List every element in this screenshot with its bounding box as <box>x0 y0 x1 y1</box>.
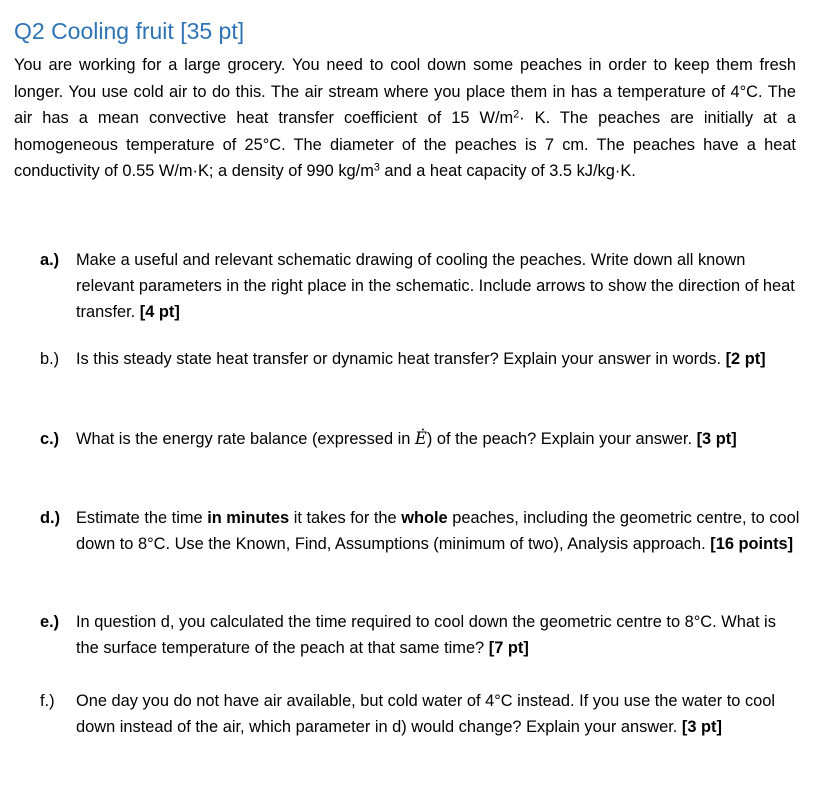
subquestion-label: b.) <box>40 350 60 368</box>
subquestion-c <box>40 426 800 452</box>
subquestion-d <box>40 505 800 557</box>
subquestion-f <box>40 688 800 740</box>
subquestion-label: f.) <box>40 692 55 710</box>
intro-text-part-3: and a heat capacity of 3.5 kJ/kg·K. <box>379 162 636 181</box>
subquestion-label: e.) <box>40 613 60 631</box>
superscript-squared: 2 <box>513 108 520 121</box>
subquestion-a <box>40 247 800 325</box>
subquestion-text: Is this steady state heat transfer or dynamic heat transfer? Explain your answer in words. <box>76 350 722 368</box>
subquestion-b <box>40 346 800 372</box>
superscript-cubed: 3 <box>373 162 380 175</box>
points-label: [3 pt] <box>681 718 722 736</box>
subquestion-label: a.) <box>40 251 60 269</box>
subquestion-text: In question d, you calculated the time required to cool down the geometric centre to 8°C. What is the surface temperature of the peach at that same time? <box>76 613 776 657</box>
subquestion-e <box>40 609 800 661</box>
subquestion-label: c.) <box>40 430 60 448</box>
points-label: [7 pt] <box>488 639 529 657</box>
emphasis-in-minutes: in minutes <box>207 509 290 527</box>
intro-text-part-1: You are working for a large grocery. You need to cool down some peaches in order to keep them fresh longer. You use cold air to do this. The air stream where you place them in has a temperature of 4°C. The air has a mean convective heat transfer coefficient of 15 W/m <box>14 56 796 128</box>
intro-text-part-2: · K. The peaches are initially at a homogeneous temperature of 25°C. The diameter of the peaches is 7 cm. The peaches have a heat conductivity of 0.55 W/m·K; a density of 990 kg/m <box>14 109 796 181</box>
points-label: [16 points] <box>710 535 794 553</box>
subquestion-text-after: ) of the peach? Explain your answer. <box>426 430 693 448</box>
subquestion-text: One day you do not have air available, but cold water of 4°C instead. If you use the water to cool down instead of the air, which parameter in d) would change? Explain your answer. <box>76 692 776 736</box>
subquestion-label: d.) <box>40 509 61 527</box>
subquestion-text-before: What is the energy rate balance (expressed in <box>76 430 415 448</box>
subquestion-text-3: peaches, including the geometric centre, to cool down to 8°C. Use the Known, Find, Assumptions (minimum of two), Analysis approach. <box>76 509 800 553</box>
points-label: [2 pt] <box>725 350 766 368</box>
subquestion-text-1: Estimate the time <box>76 509 208 527</box>
subquestion-text-2: it takes for the <box>289 509 402 527</box>
energy-rate-symbol: Ė <box>414 429 427 448</box>
subquestion-text: Make a useful and relevant schematic drawing of cooling the peaches. Write down all known relevant parameters in the right place in the schematic. Include arrows to show the direction of heat transfer. <box>76 251 795 321</box>
points-label: [3 pt] <box>696 430 737 448</box>
question-heading: Q2 Cooling fruit [35 pt] <box>14 18 245 44</box>
points-label: [4 pt] <box>139 303 180 321</box>
emphasis-whole: whole <box>401 509 448 527</box>
